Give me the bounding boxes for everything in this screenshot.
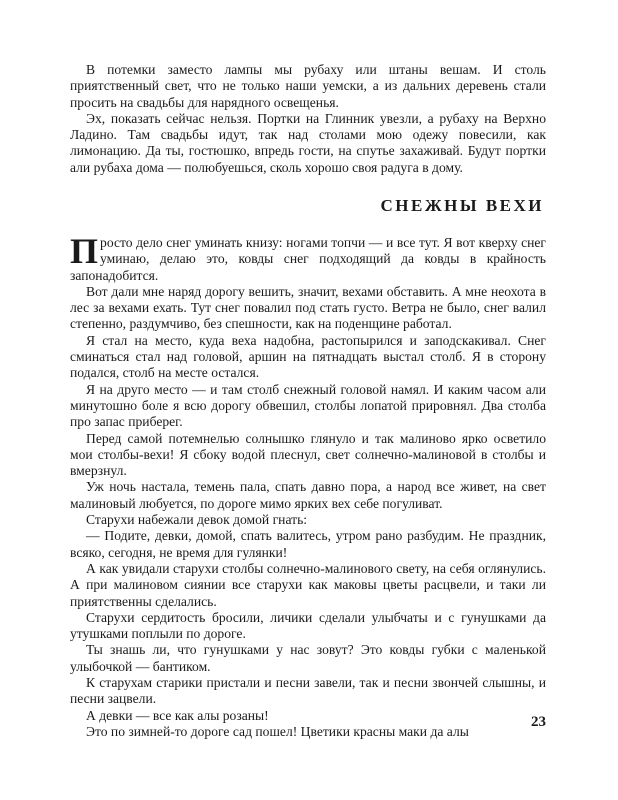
body-paragraph: Вот дали мне наряд дорогу вешить, значит, вехами обставить. А мне неохота в лес за вехами ехать. Тут снег повалил под стать густо. Ветра не было, снег валил степенно, раздумчиво, без спешности, как на поденщине работал. — [70, 283, 546, 332]
body-paragraph: Это по зимней-то дороге сад пошел! Цветики красны маки да алы — [86, 723, 469, 739]
body-paragraph: А как увидали старухи столбы солнечно-малинового свету, на себя оглянулись. А при малиновом сиянии все старухи как маковы цветы расцвели, и таки ли приятственны сделались. — [70, 560, 546, 609]
chapter-title: СНЕЖНЫ ВЕХИ — [380, 196, 544, 215]
body-paragraph: Ты знашь ли, что гунушками у нас зовут? Это ковды губки с маленькой улыбочкой — бантиком. — [70, 642, 546, 674]
body-paragraph: Уж ночь настала, темень пала, спать давно пора, а народ все живет, на свет малиновый любуется, по дороге мимо ярких вех себе погуливат. — [70, 479, 546, 511]
body-paragraph: К старухам старики пристали и песни завели, так и песни звончей слышны, и песни зацвели. — [70, 675, 546, 707]
body-paragraph: Я на друго место — и там столб снежный головой намял. И каким часом али минутошно боле я всю дорогу обвешил, столбы лопатой прировнял. Два столба про запас приберег. — [70, 381, 546, 430]
body-paragraph: Старухи сердитость бросили, личики сделали улыбчаты и с гунушками да утушками поплыли по дороге. — [70, 609, 546, 642]
body-paragraph: Перед самой потемнелью солнышко глянуло и так малиново ярко осветило мои столбы-вехи! Я сбоку водой плеснул, свет солнечно-малиновой в столбы и вмерзнул. — [70, 430, 546, 479]
intro-paragraph: Эх, показать сейчас нельзя. Портки на Глинник увезли, а рубаху на Верхно Ладино. Там свадьбы идут, так над столами мою одежу повесили, как лимонацию. Да ты, гостюшко, впредь гости, на спутье захаживай. Будут портки али рубаха дома — полюбуешься, сколь хорошо своя радуга в дому. — [70, 110, 546, 175]
intro-paragraph: В потемки заместо лампы мы рубаху или штаны вешам. И столь приятственный свет, что не только наши уемски, а из дальних деревень стали просить на свадьбы для нарядного освещенья. — [70, 62, 546, 110]
body-paragraph: А девки — все как алы розаны! — [86, 707, 269, 723]
chapter-first-paragraph — [70, 231, 546, 284]
drop-cap: П — [70, 231, 99, 271]
body-paragraph: Старухи набежали девок домой гнать: — [86, 512, 308, 528]
body-paragraph: — Подите, девки, домой, спать валитесь, утром рано разбудим. Не праздник, всяко, сегодня, не время для гулянки! — [70, 528, 546, 560]
first-paragraph-text: росто дело снег уминать книзу: ногами топчи — и все тут. Я вот кверху снег уминаю, делаю это, ковды снег подходящий да ковды в крайность запонадобится. — [70, 235, 546, 283]
intro-text-block — [70, 62, 546, 176]
chapter-text-block — [70, 231, 546, 740]
page-number: 23 — [531, 714, 546, 730]
body-paragraph: Я стал на место, куда веха надобна, растопырился и заподскакивал. Снег сминаться стал над головой, аршин на пятнадцать выстал столб. Я в сторону подался, столб на месте остался. — [70, 332, 546, 381]
